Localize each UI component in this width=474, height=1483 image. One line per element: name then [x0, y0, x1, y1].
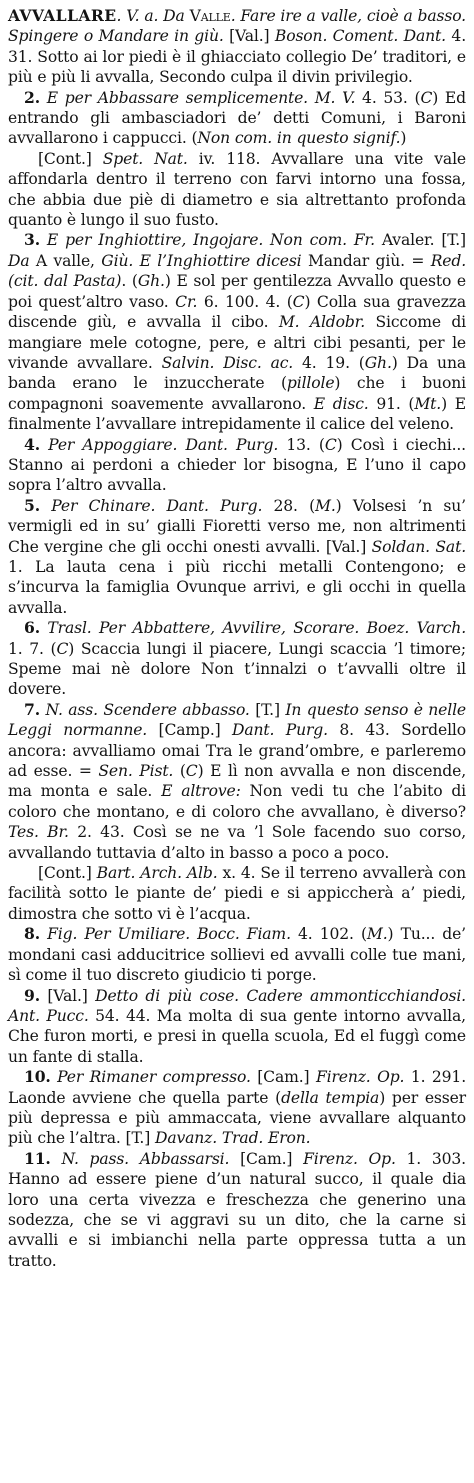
italic-text: Per Appoggiare. Dant. Purg.: [39, 435, 279, 454]
text-run: A valle,: [29, 251, 102, 270]
italic-text: N. pass. Abbassarsi.: [50, 1149, 230, 1168]
continuation-paragraph: [8, 863, 466, 924]
text-run: Non vedi tu che l’abito di coloro che montano, e di coloro che avvallano, è diverso?: [8, 782, 466, 821]
text-run: [Camp.]: [147, 721, 232, 740]
italic-text: Boson. Coment. Dant.: [274, 27, 446, 46]
text-run: [T.]: [249, 700, 286, 719]
text-run: [Val.]: [229, 27, 275, 46]
sense-paragraph: [8, 496, 466, 618]
sense-number: 5.: [24, 495, 40, 515]
text-run: [Val.]: [39, 986, 96, 1005]
italic-text: Spet. Nat.: [102, 149, 188, 168]
sense-number: 3.: [24, 230, 40, 250]
dictionary-entry-avvallare: [8, 6, 466, 1271]
italic-text: M.: [315, 496, 336, 515]
sense-paragraph: [8, 435, 466, 496]
text-run: 4. 31. Sotto ai lor piedi è il ghiacciato collegio De’ traditori, e più e più li avvalla, Secondo culpa il divin privilegio.: [8, 27, 466, 87]
text-run: 6. 100. 4. (: [197, 292, 293, 311]
italic-text: Bart. Arch. Alb.: [96, 864, 218, 883]
italic-text: Dant. Purg.: [232, 721, 328, 740]
italic-text: . Fare ire a valle, cioè a basso. Spingere o Mandare in giù.: [8, 7, 466, 46]
italic-text: C: [324, 435, 337, 454]
sense-paragraph: [8, 924, 466, 985]
italic-text: Gh.: [137, 272, 165, 291]
italic-text: Soldan. Sat.: [371, 537, 466, 556]
sense-number: 9.: [24, 985, 40, 1005]
italic-text: E per Inghiottire, Ingojare. Non com. Fr.: [39, 231, 382, 250]
text-run: Avaler. [T.]: [381, 231, 466, 250]
italic-text: . V. a. Da: [116, 7, 190, 25]
italic-text: Sen. Pist.: [98, 762, 174, 781]
continuation-paragraph: [8, 149, 466, 231]
text-run: ) per esser più depressa e più ammaccata, viene avvallare alquanto più che l’altra. [T.]: [8, 1088, 466, 1148]
italic-text: Non com. in questo signif.: [197, 129, 401, 148]
italic-text: Mt.: [414, 394, 442, 413]
headword: AVVALLARE: [8, 6, 117, 25]
italic-text: N. ass. Scendere abbasso.: [39, 700, 250, 719]
italic-text: Trasl. Per Abbattere, Avvilire, Scorare. Boez. Varch.: [39, 619, 466, 638]
italic-text: Cr.: [175, 292, 198, 311]
text-run: 54. 44. Ma molta di sua gente intorno avvalla, Che furon morti, e presi in quella scuola, Ed el fuggì come un fante di stalla.: [8, 1006, 466, 1066]
text-run: x. 4. Se il terreno avvallerà con facilità sotto le piante de’ piedi e si appiccherà a’ piedi, dimostra che sotto vi è l’acqua.: [8, 864, 466, 923]
text-run: ): [400, 129, 407, 148]
entry-head-paragraph: [8, 6, 466, 88]
text-run: 1. 303. Hanno ad essere piene d’un natural succo, il quale dia loro una certa vivezza e freschezza che generino una sodezza, che se vi aggravi su un dito, che la carne si avvalli e si imbianchi nella parte oppressa tutta a un tratto.: [8, 1149, 466, 1270]
italic-text: Detto di più cose. Cadere ammonticchiandosi. Ant. Pucc.: [8, 986, 466, 1025]
text-run: 13. (: [278, 435, 325, 454]
italic-text: Per Chinare. Dant. Purg.: [39, 496, 263, 515]
sense-number: 4.: [24, 434, 40, 454]
text-run: ) E sol per gentilezza Avvallo questo e poi quest’altro vaso.: [8, 272, 466, 311]
italic-text: Red. (cit. dal Pasta): [8, 251, 466, 291]
sense-paragraph: [8, 230, 466, 434]
text-run: 91. (: [368, 394, 415, 413]
italic-text: C: [420, 88, 433, 107]
italic-text: E disc.: [313, 394, 369, 413]
text-run: 4. 53. (: [355, 88, 421, 107]
text-run: ) Così i ciechi... Stanno ai perdoni a chieder lor bisogna, E l’uno il capo sopra l’altro avvalla.: [8, 435, 466, 495]
sense-number: 6.: [24, 618, 40, 638]
sense-number: 2.: [24, 87, 40, 107]
italic-text: Per Rimaner compresso.: [50, 1068, 251, 1087]
text-run: [Cam.]: [229, 1149, 304, 1168]
text-run: 28. (: [262, 496, 316, 515]
italic-text: C: [292, 292, 305, 311]
italic-text: Giù. E l’Inghiottire dicesi: [101, 251, 302, 270]
text-run: [Cont.]: [38, 149, 103, 168]
sense-paragraph: [8, 618, 466, 700]
italic-text: Davanz. Trad. Eron.: [154, 1129, 311, 1148]
text-run: 2. 43. Così se ne va ’l Sole facendo suo corso, avvallando tuttavia d’alto in basso a poco a poco.: [8, 823, 466, 862]
italic-text: Firenz. Op.: [315, 1068, 405, 1087]
text-run: ) Volsesi ’n su’ vermigli ed in su’ gialli Fioretti verso me, non altrimenti Che vergine che gli occhi onesti avvalli. [Val.]: [8, 496, 466, 556]
text-run: 1. La lauta cena i più ricchi metalli Contengono; e s’incurva la famiglia Ovunque arrivi, e gli occhi in quella avvalla.: [8, 557, 466, 617]
text-run: [Cam.]: [250, 1068, 316, 1087]
italic-text: Salvin. Disc. ac.: [161, 353, 294, 372]
sense-number: 8.: [24, 924, 40, 944]
text-run: ) Colla sua gravezza discende giù, e avvalla il cibo.: [8, 292, 467, 332]
text-run: 1. 291. Laonde avviene che quella parte (: [8, 1068, 466, 1107]
sense-paragraph: [8, 1149, 466, 1271]
italic-text: C: [185, 762, 198, 781]
italic-text: M. Aldobr.: [278, 313, 366, 332]
italic-text: M.: [366, 925, 388, 944]
text-run: ) E lì non avvalla e non discende, ma monta e sale.: [8, 762, 466, 801]
italic-text: Fig. Per Umiliare. Bocc. Fiam.: [39, 925, 291, 944]
text-run: 8. 43. Sordello ancora: avvalliamo omai Tra le grand’ombre, e parleremo ad esse. =: [8, 721, 466, 781]
text-run: Mandar giù. =: [301, 251, 431, 270]
text-run: [Cont.]: [38, 864, 97, 883]
italic-text: Firenz. Op.: [303, 1149, 396, 1168]
sense-number: 10.: [24, 1067, 51, 1087]
small-caps-text: Valle: [189, 7, 231, 25]
text-run: ) Tu... de’ mondani casi adducitrice sollievi ed avvalli colle tue mani, sì come il tuo discreto giudicio ti porge.: [8, 925, 466, 985]
italic-text: della tempia: [281, 1088, 380, 1107]
italic-text: E per Abbassare semplicemente. M. V.: [39, 88, 356, 107]
italic-text: pillole: [286, 374, 335, 393]
text-run: (: [173, 762, 186, 781]
sense-number: 11.: [24, 1148, 51, 1168]
italic-text: Tes. Br.: [8, 823, 69, 842]
text-run: ) Ed entrando gli ambasciadori de’ detti Comuni, i Baroni avvallarono i cappucci. (: [8, 88, 466, 148]
italic-text: Da: [8, 251, 30, 270]
sense-paragraph: [8, 1067, 466, 1149]
text-run: 1. 7. (: [8, 639, 57, 658]
italic-text: E altrove:: [161, 782, 241, 801]
text-run: ) che i buoni compagnoni soavemente avvallarono.: [8, 374, 466, 413]
text-run: ) Da una banda erano le inzuccherate (: [8, 353, 466, 393]
sense-paragraph: [8, 986, 466, 1068]
italic-text: In questo senso è nelle Leggi normanne.: [8, 700, 466, 740]
italic-text: Gh.: [364, 353, 392, 372]
sense-paragraph: [8, 700, 466, 863]
italic-text: C: [56, 639, 69, 658]
sense-number: 7.: [24, 699, 40, 719]
text-run: ) E finalmente l’avvallare intrepidamente il calice del veleno.: [8, 394, 466, 434]
text-run: ) Scaccia lungi il piacere, Lungi scaccia ’l timore; Speme mai nè dolore Non t’innalzi o t’avvalli oltre il dovere.: [8, 639, 466, 699]
text-run: . (: [121, 272, 138, 291]
sense-paragraph: [8, 88, 466, 149]
text-run: Siccome di mangiare mele cotogne, pere, e altri cibi pesanti, per le vivande avvallare.: [8, 313, 466, 372]
text-run: 4. 102. (: [290, 925, 367, 944]
text-run: 4. 19. (: [293, 353, 365, 372]
text-run: iv. 118. Avvallare una vite vale affondarla dentro il terreno con farvi intorno una fossa, che abbia due piè di diametro e sia altrettanto profonda quanto è lungo il suo fusto.: [8, 149, 466, 230]
